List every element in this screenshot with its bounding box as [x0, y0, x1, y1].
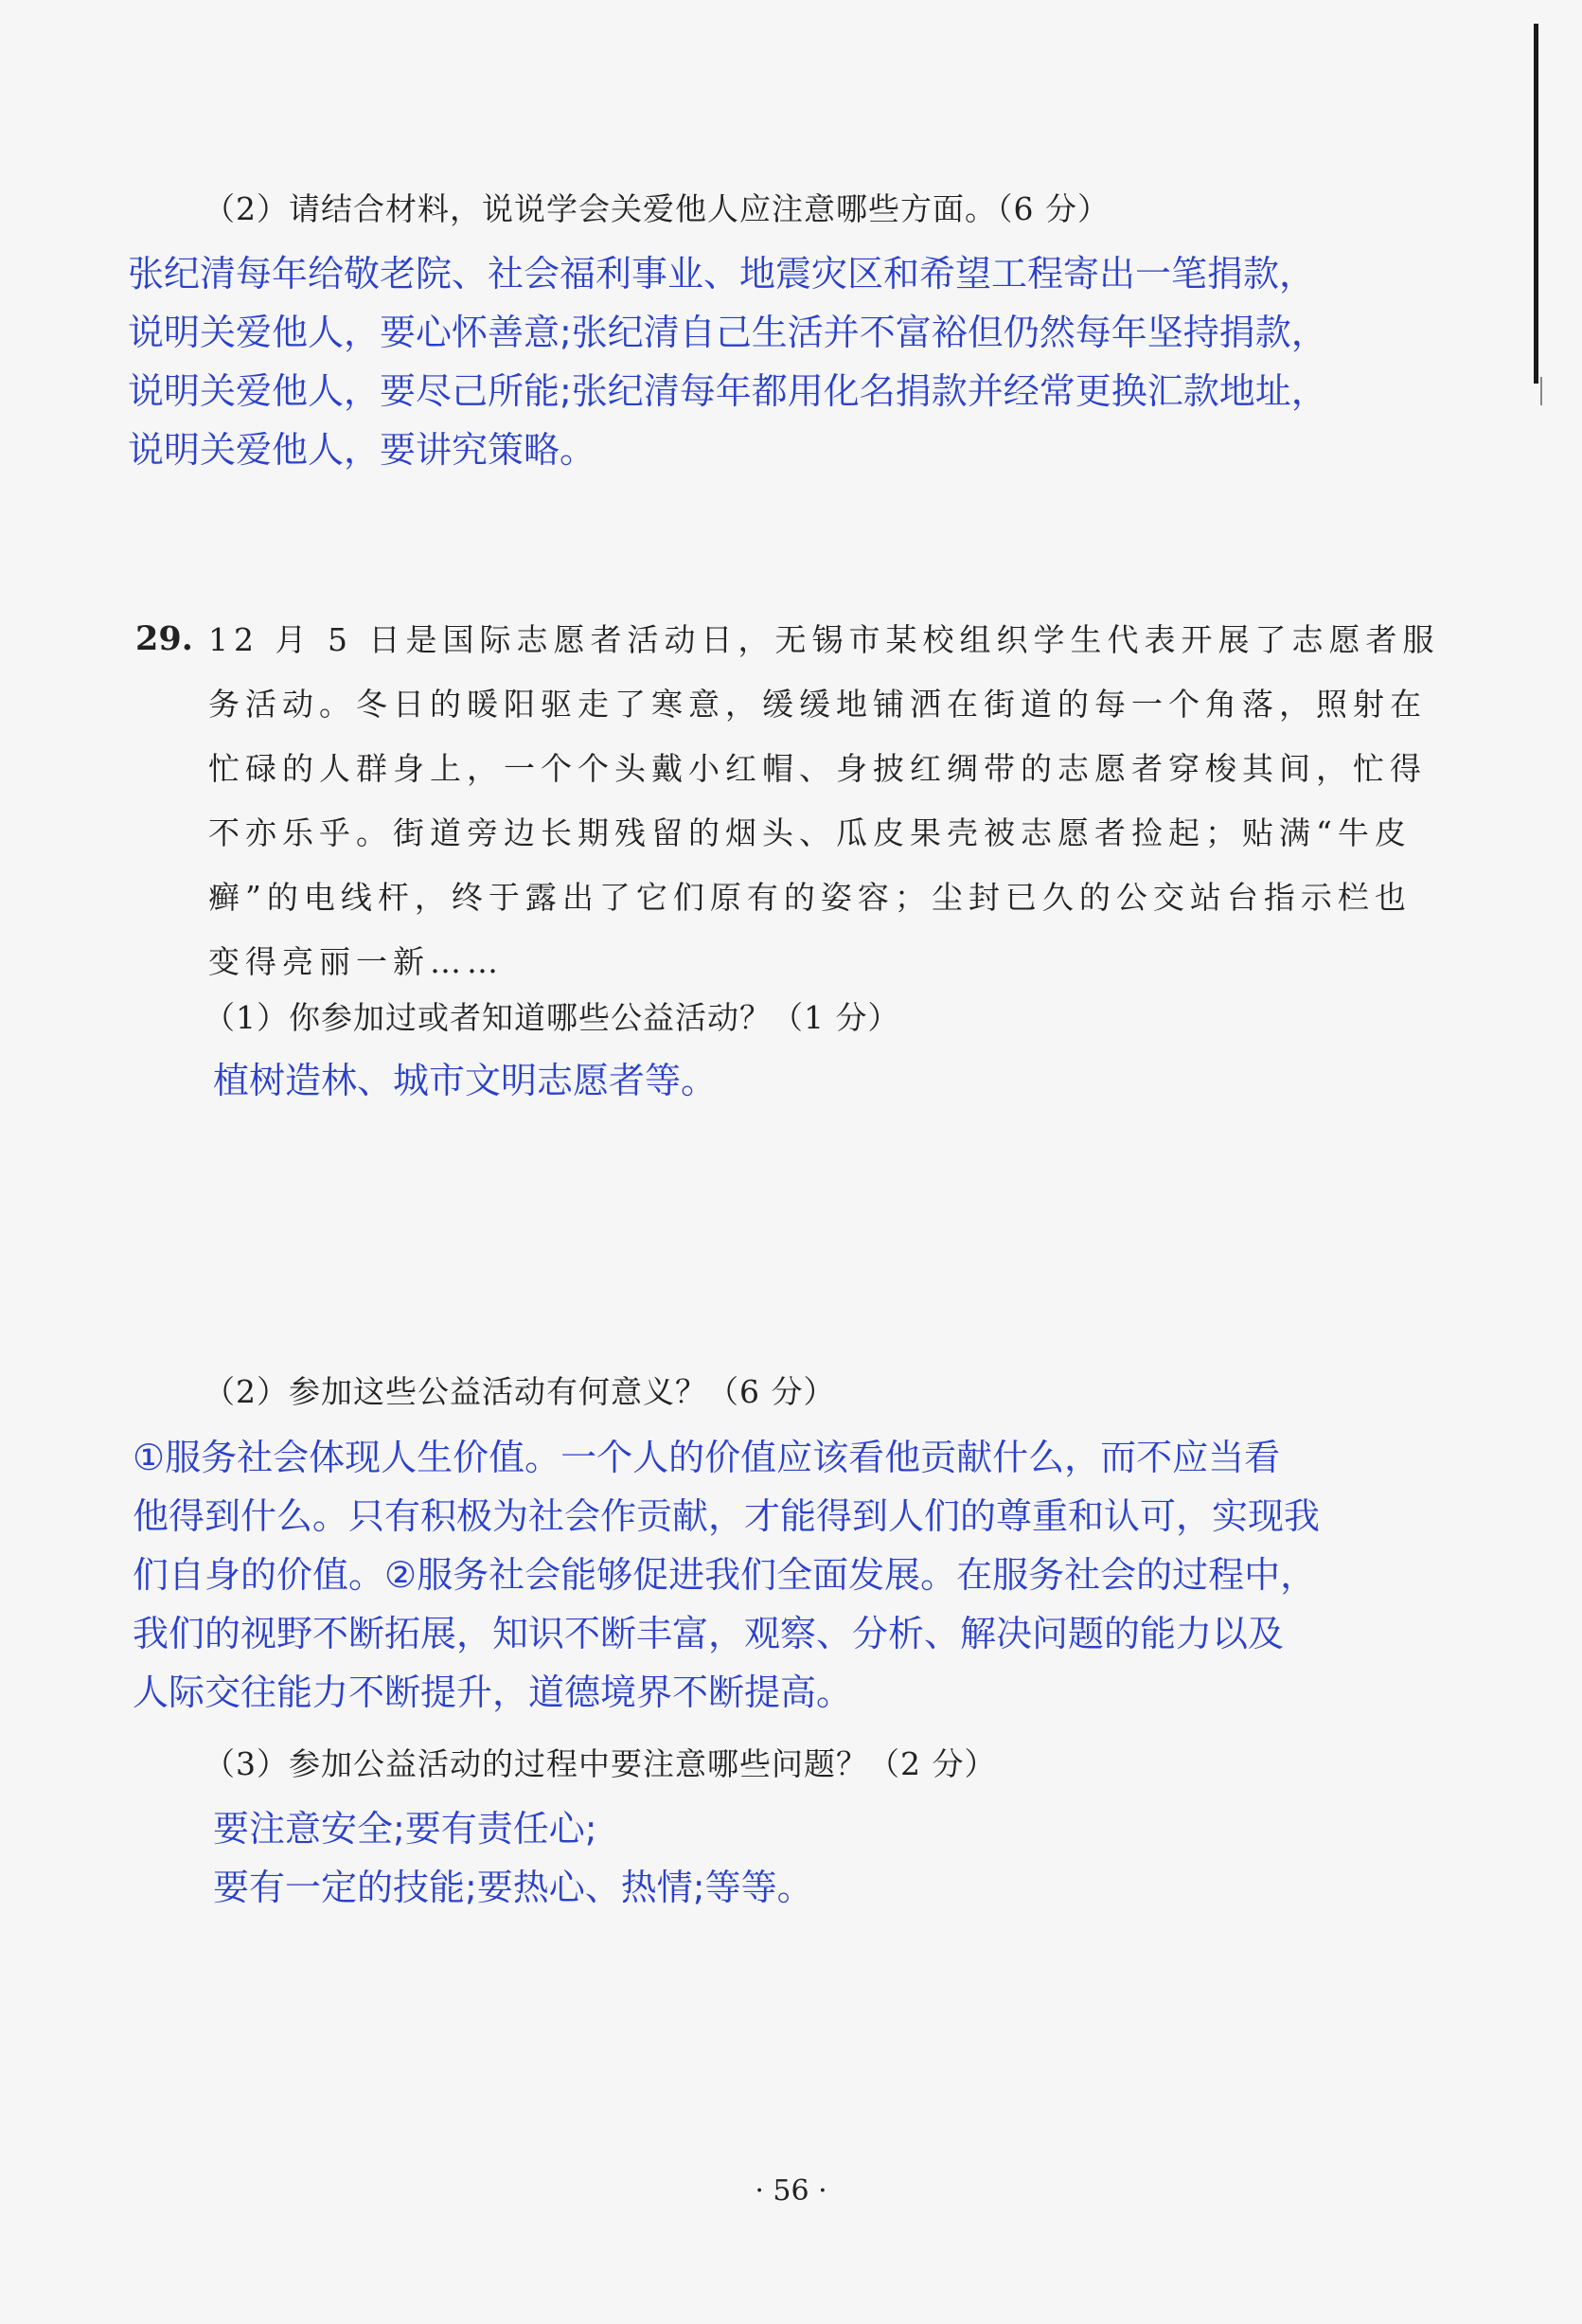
answer-line: 说明关爱他人，要讲究策略。 — [128, 429, 596, 471]
material-line: 忙碌的人群身上，一个个头戴小红帽、身披红绸带的志愿者穿梭其间，忙得 — [208, 750, 1427, 787]
answer-line: 我们的视野不断拓展，知识不断丰富，观察、分析、解决问题的能力以及 — [133, 1613, 1285, 1654]
answer-line: 说明关爱他人，要心怀善意;张纪清自己生活并不富裕但仍然每年坚持捐款， — [128, 312, 1327, 353]
binding-edge-mark — [1540, 377, 1542, 405]
answer-line: ①服务社会体现人生价值。一个人的价值应该看他贡献什么，而不应当看 — [133, 1437, 1281, 1478]
q29-part1-answer — [213, 1051, 717, 1110]
answer-line: 他得到什么。只有积极为社会作贡献，才能得到人们的尊重和认可，实现我 — [133, 1495, 1321, 1537]
q29-part3-answer — [213, 1799, 813, 1917]
q28-part2-question: （2）请结合材料，说说学会关爱他人应注意哪些方面。（6 分） — [204, 190, 1110, 227]
answer-line: 张纪清每年给敬老院、社会福利事业、地震灾区和希望工程寄出一笔捐款， — [128, 253, 1316, 295]
q29-number: 29. — [135, 619, 193, 658]
answer-line: 说明关爱他人，要尽己所能;张纪清每年都用化名捐款并经常更换汇款地址， — [128, 370, 1327, 412]
page-number: · 56 · — [755, 2174, 827, 2208]
q29-material — [208, 608, 1439, 994]
answer-line: 们自身的价值。②服务社会能够促进我们全面发展。在服务社会的过程中， — [133, 1554, 1317, 1596]
q29-part1-question: （1）你参加过或者知道哪些公益活动？（1 分） — [204, 999, 900, 1036]
material-line: 癣”的电线杆，终于露出了它们原有的姿容；尘封已久的公交站台指示栏也 — [208, 879, 1412, 916]
answer-line: 要有一定的技能;要热心、热情;等等。 — [213, 1867, 813, 1908]
answer-line: 要注意安全;要有责任心; — [213, 1808, 597, 1850]
material-line: 不亦乐乎。街道旁边长期残留的烟头、瓜皮果壳被志愿者捡起；贴满“牛皮 — [208, 814, 1412, 851]
binding-edge-line — [1534, 24, 1538, 384]
q28-part2-answer — [128, 244, 1327, 479]
material-line: 12 月 5 日是国际志愿者活动日，无锡市某校组织学生代表开展了志愿者服 — [208, 621, 1440, 658]
q29-part2-question: （2）参加这些公益活动有何意义？（6 分） — [204, 1373, 836, 1410]
q29-part3-question: （3）参加公益活动的过程中要注意哪些问题？（2 分） — [204, 1745, 997, 1782]
answer-line: 植树造林、城市文明志愿者等。 — [213, 1060, 718, 1101]
answer-line: 人际交往能力不断提升，道德境界不断提高。 — [133, 1671, 853, 1713]
material-line: 变得亮丽一新…… — [208, 943, 504, 980]
q29-part2-answer — [133, 1428, 1320, 1722]
material-line: 务活动。冬日的暖阳驱走了寒意，缓缓地铺洒在街道的每一个角落，照射在 — [208, 686, 1427, 723]
